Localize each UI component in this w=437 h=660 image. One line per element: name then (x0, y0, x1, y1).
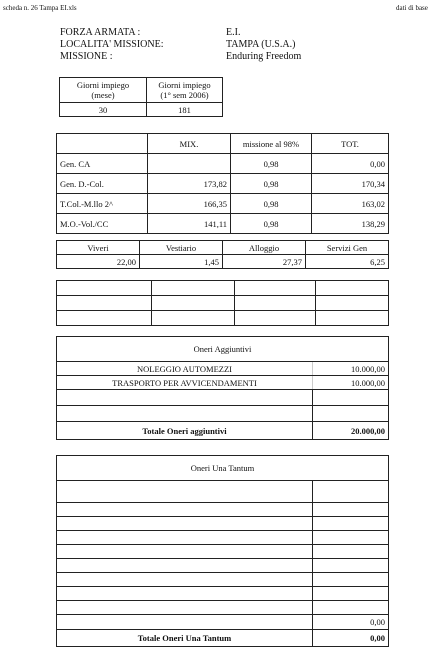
mix-header-tot: TOT. (312, 134, 389, 154)
table-row (57, 296, 389, 311)
oneri-title: Oneri Aggiuntivi (57, 337, 389, 362)
table-row (57, 255, 389, 269)
table-row (57, 241, 389, 255)
table-row (57, 517, 389, 531)
info-value-localita: TAMPA (U.S.A.) (226, 39, 296, 50)
tantum-table (56, 455, 389, 647)
spese-header-viveri: Viveri (57, 241, 140, 255)
mix-header-mix: MIX. (148, 134, 231, 154)
giorni-value-sem: 181 (147, 103, 223, 117)
table-row (57, 587, 389, 601)
table-row: NOLEGGIO AUTOMEZZI 10.000,00 (57, 362, 389, 376)
info-value-missione: Enduring Freedom (226, 51, 302, 62)
tantum-total-label: Totale Oneri Una Tantum (57, 630, 313, 647)
info-label-localita: LOCALITA' MISSIONE: (60, 39, 164, 50)
giorni-header-sem: Giorni impiego (1° sem 2006) (147, 78, 223, 103)
oneri-table (56, 336, 389, 440)
tantum-total-value: 0,00 (313, 630, 389, 647)
table-row (57, 311, 389, 326)
mix-header-missione: missione al 98% (231, 134, 312, 154)
spese-header-servizi: Servizi Gen (306, 241, 389, 255)
empty-grid-table (56, 280, 389, 326)
table-row: TRASPORTO PER AVVICENDAMENTI 10.000,00 (57, 376, 389, 390)
table-row (60, 78, 223, 103)
table-row (57, 337, 389, 362)
table-row (57, 601, 389, 615)
table-row (57, 481, 389, 503)
table-row (57, 545, 389, 559)
table-row (57, 390, 389, 406)
table-row (57, 630, 389, 647)
table-row (57, 281, 389, 296)
table-row (57, 531, 389, 545)
spese-value-viveri: 22,00 (57, 255, 140, 269)
tantum-last-value: 0,00 (313, 615, 389, 630)
info-values (226, 27, 301, 63)
table-row (57, 134, 389, 154)
table-row: T.Col.-M.llo 2^ 166,35 0,98 163,02 (57, 194, 389, 214)
table-row (57, 406, 389, 422)
spese-value-vestiario: 1,45 (140, 255, 223, 269)
table-row (60, 103, 223, 117)
table-row (57, 573, 389, 587)
table-row (57, 615, 389, 630)
oneri-total-value: 20.000,00 (313, 422, 389, 440)
spese-header-vestiario: Vestiario (140, 241, 223, 255)
spese-table (56, 240, 389, 269)
table-row: M.O.-Vol./CC 141,11 0,98 138,29 (57, 214, 389, 234)
spese-value-servizi: 6,25 (306, 255, 389, 269)
spese-header-alloggio: Alloggio (223, 241, 306, 255)
table-row: Gen. CA 0,98 0,00 (57, 154, 389, 174)
file-name-label: scheda n. 26 Tampa EI.xls (3, 4, 77, 12)
spese-value-alloggio: 27,37 (223, 255, 306, 269)
giorni-table (59, 77, 223, 117)
table-row (57, 422, 389, 440)
info-labels (60, 27, 164, 63)
dati-di-base-label: dati di base (396, 4, 428, 12)
mix-header-blank (57, 134, 148, 154)
info-label-forza: FORZA ARMATA : (60, 27, 141, 38)
table-row (57, 456, 389, 481)
info-value-forza: E.I. (226, 27, 241, 38)
mix-table (56, 133, 389, 234)
tantum-title: Oneri Una Tantum (57, 456, 389, 481)
table-row: Gen. D.-Col. 173,82 0,98 170,34 (57, 174, 389, 194)
oneri-total-label: Totale Oneri aggiuntivi (57, 422, 313, 440)
info-label-missione: MISSIONE : (60, 51, 113, 62)
table-row (57, 503, 389, 517)
table-row (57, 559, 389, 573)
giorni-value-mese: 30 (60, 103, 147, 117)
giorni-header-mese: Giorni impiego (mese) (60, 78, 147, 103)
